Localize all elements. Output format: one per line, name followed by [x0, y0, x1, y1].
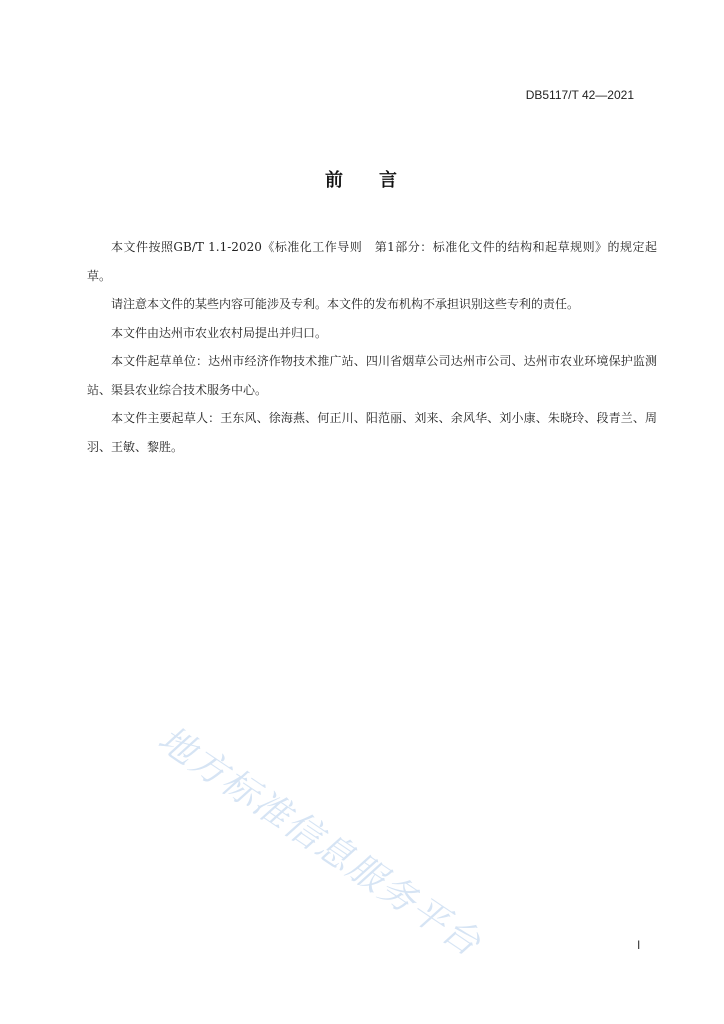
watermark: 地方标准信息服务平台	[150, 718, 489, 966]
paragraph-proposer: 本文件由达州市农业农村局提出并归口。	[111, 325, 328, 340]
title-char-1: 前	[325, 170, 345, 191]
title-char-2: 言	[379, 170, 399, 191]
paragraph-patent-notice: 请注意本文件的某些内容可能涉及专利。本文件的发布机构不承担识别这些专利的责任。	[111, 297, 580, 311]
foreword-body	[87, 233, 657, 461]
page-number: I	[637, 938, 641, 952]
paragraph-drafting-rules: 本文件按照GB/T 1.1-2020《标准化工作导则 第1部分：标准化文件的结构和起草规则》的规定起草。	[87, 240, 657, 283]
page-title	[0, 166, 724, 192]
document-code: DB5117/T 42—2021	[525, 88, 634, 102]
paragraph-drafters: 本文件主要起草人：王东风、徐海燕、何正川、阳范丽、刘来、余风华、刘小康、朱晓玲、段青兰、周羽、王敏、黎胜。	[87, 411, 657, 454]
paragraph-drafting-units: 本文件起草单位：达州市经济作物技术推广站、四川省烟草公司达州市公司、达州市农业环境保护监测站、渠县农业综合技术服务中心。	[87, 354, 657, 397]
